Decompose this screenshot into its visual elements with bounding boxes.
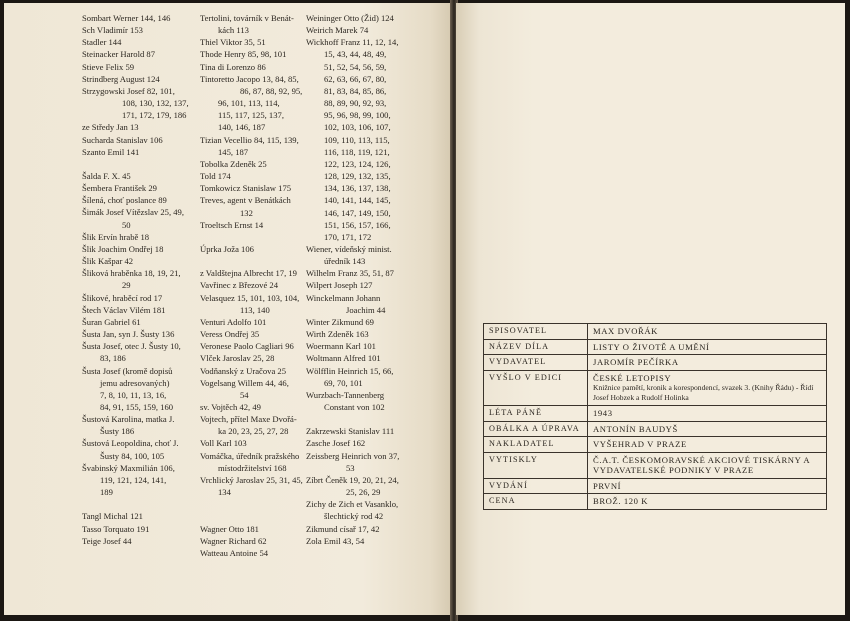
index-entry: 96, 101, 113, 114, — [218, 98, 280, 109]
index-column-3 — [306, 12, 436, 547]
index-entry: 83, 186 — [100, 353, 126, 364]
index-entry: Tintoretto Jacopo 13, 84, 85, — [200, 73, 299, 84]
index-entry: Sucharda Stanislav 106 — [82, 134, 163, 145]
index-entry: Wagner Richard 62 — [200, 535, 267, 546]
index-entry: Wickhoff Franz 11, 12, 14, — [306, 37, 399, 48]
index-entry: 108, 130, 132, 137, — [122, 98, 189, 109]
colophon-value — [588, 478, 827, 494]
index-entry: Wiener, vídeňský minist. — [306, 243, 392, 254]
index-entry: Teige Josef 44 — [82, 535, 132, 546]
index-entry: Tobolka Zdeněk 25 — [200, 158, 267, 169]
index-entry: 140, 141, 144, 145, — [324, 195, 391, 206]
index-entry: Štech Václav Vilém 181 — [82, 304, 166, 315]
index-entry: 128, 129, 132, 135, — [324, 171, 391, 182]
index-entry: ze Středy Jan 13 — [82, 122, 139, 133]
index-entry: Vavřinec z Březové 24 — [200, 280, 279, 291]
index-entry: Zíbrt Čeněk 19, 20, 21, 24, — [306, 474, 399, 485]
index-entry: Wurzbach-Tannenberg — [306, 389, 385, 400]
index-entry: Šlikové, hraběcí rod 17 — [82, 292, 163, 303]
colophon-note: Knižnice pamětí, kronik a korespondencí, svazek 3. (Knihy Řádu) - Řídí Josef Hobzek a Rudolf Holinka — [593, 383, 814, 402]
index-entry: Vogelsang Willem 44, 46, — [200, 377, 289, 388]
index-entry: 29 — [122, 280, 131, 291]
colophon-label: VYŠLO V EDICI — [484, 370, 588, 406]
colophon-value-text: 1943 — [593, 408, 613, 418]
index-entry: Thode Henry 85, 98, 101 — [200, 49, 287, 60]
index-entry: Šalda F. X. 45 — [82, 171, 131, 182]
index-entry: Zichy de Zich et Vasanklo, — [306, 499, 399, 510]
colophon-label: VYTISKLY — [484, 452, 588, 478]
index-entry: Vomáčka, úředník pražského — [200, 450, 300, 461]
index-entry: 7, 8, 10, 11, 13, 16, — [100, 389, 167, 400]
index-entry: Šusta Jan, syn J. Šusty 136 — [82, 329, 175, 340]
colophon-table — [483, 323, 827, 510]
colophon-value-text: ČESKÉ LETOPISY — [593, 372, 672, 383]
index-entry: Zikmund císař 17, 42 — [306, 523, 380, 534]
index-entry: Zeissberg Heinrich von 37, — [306, 450, 400, 461]
index-entry: Šustová Leopoldina, choť J. — [82, 438, 179, 449]
colophon-value — [588, 324, 827, 340]
index-entry: Šembera František 29 — [82, 183, 157, 194]
index-entry: jemu adresovaných) — [100, 377, 170, 388]
index-entry: 102, 103, 106, 107, — [324, 122, 391, 133]
index-entry: 51, 52, 54, 56, 59, — [324, 61, 387, 72]
colophon-value-text: PRVNÍ — [593, 480, 622, 491]
index-entry: z Valdštejna Albrecht 17, 19 — [200, 268, 297, 279]
index-entry: 122, 123, 124, 126, — [324, 158, 391, 169]
index-entry: Winter Zikmund 69 — [306, 316, 374, 327]
colophon-value-text: Č.A.T. ČESKOMORAVSKÉ AKCIOVÉ TISKÁRNY A VYDAVATELSKÉ PODNIKY V PRAZE — [593, 454, 810, 475]
index-entry: Weininger Otto (Žid) 124 — [306, 13, 394, 23]
index-entry: 145, 187 — [218, 146, 249, 157]
colophon-row — [484, 478, 827, 494]
index-entry: ka 20, 23, 25, 27, 28 — [218, 426, 289, 437]
index-entry: Sch Vladimír 153 — [82, 25, 143, 36]
index-entry: 84, 91, 155, 159, 160 — [100, 401, 174, 412]
index-entry: 50 — [122, 219, 131, 230]
colophon-row — [484, 406, 827, 422]
index-entry: Šuran Gabriel 61 — [82, 316, 141, 327]
index-entry: Zola Emil 43, 54 — [306, 535, 365, 546]
index-entry: Woltmann Alfred 101 — [306, 353, 381, 364]
index-entry: Šusty 186 — [100, 426, 135, 437]
index-entry: 86, 87, 88, 92, 95, — [240, 85, 303, 96]
colophon-value — [588, 355, 827, 371]
index-entry: Vrchlický Jaroslav 25, 31, 45, — [200, 474, 303, 485]
colophon-label: VYDAVATEL — [484, 355, 588, 371]
colophon-label: OBÁLKA A ÚPRAVA — [484, 421, 588, 437]
index-entry: Šimák Josef Vítězslav 25, 49, — [82, 207, 185, 218]
index-entry: Weirich Marek 74 — [306, 25, 369, 36]
index-entry: 146, 147, 149, 150, — [324, 207, 391, 218]
index-entry: úředník 143 — [324, 256, 366, 267]
index-entry: Strzygowski Josef 82, 101, — [82, 85, 175, 96]
colophon-label: NÁZEV DÍLA — [484, 339, 588, 355]
index-gap — [200, 231, 305, 243]
colophon-value — [588, 452, 827, 478]
colophon-value — [588, 421, 827, 437]
index-gap — [200, 510, 305, 522]
colophon-label: LÉTA PÁNĚ — [484, 406, 588, 422]
index-entry: 170, 171, 172 — [324, 231, 372, 242]
index-entry: Constant von 102 — [324, 402, 385, 412]
index-entry: Thiel Viktor 35, 51 — [200, 37, 266, 48]
index-entry: Strindberg August 124 — [82, 73, 160, 84]
colophon-value — [588, 406, 827, 422]
index-entry: Tomkowicz Stanislaw 175 — [200, 183, 292, 194]
index-entry: Tertolini, továrník v Benát- — [200, 13, 294, 23]
index-entry: Troeltsch Ernst 14 — [200, 219, 264, 230]
index-entry: Šliková hraběnka 18, 19, 21, — [82, 268, 181, 279]
index-entry: 62, 63, 66, 67, 80, — [324, 73, 387, 84]
colophon-label: VYDÁNÍ — [484, 478, 588, 494]
index-entry: Tangl Michal 121 — [82, 511, 143, 522]
colophon-value — [588, 437, 827, 453]
index-entry: Winckelmann Johann — [306, 292, 381, 303]
index-entry: Veress Ondřej 35 — [200, 329, 260, 340]
colophon-value-text: ANTONÍN BAUDYŠ — [593, 423, 678, 434]
index-entry: místodržitelství 168 — [218, 462, 287, 473]
colophon-value — [588, 494, 827, 510]
index-gap — [82, 158, 192, 170]
index-entry: Treves, agent v Benátkách — [200, 195, 291, 206]
colophon-row — [484, 494, 827, 510]
colophon-row — [484, 452, 827, 478]
index-entry: 95, 96, 98, 99, 100, — [324, 110, 391, 121]
index-entry: Watteau Antoine 54 — [200, 547, 269, 558]
right-page — [456, 3, 845, 615]
index-entry: Wagner Otto 181 — [200, 523, 259, 534]
index-entry: 69, 70, 101 — [324, 377, 363, 388]
index-entry: Švabinský Maxmilián 106, — [82, 462, 175, 473]
index-entry: Tizian Vecellio 84, 115, 139, — [200, 134, 299, 145]
colophon-value-text: BROŽ. 120 K — [593, 496, 649, 506]
index-entry: Zakrzewski Stanislav 111 — [306, 426, 395, 437]
colophon-value-text: MAX DVOŘÁK — [593, 326, 658, 336]
index-entry: 113, 140 — [240, 304, 270, 315]
colophon-value — [588, 370, 827, 406]
index-entry: Vojtech, přítel Maxe Dvořá- — [200, 414, 297, 425]
index-gap — [82, 498, 192, 510]
index-entry: Wirth Zdeněk 163 — [306, 329, 369, 340]
index-entry: Sombart Werner 144, 146 — [82, 13, 171, 23]
colophon-value-text: LISTY O ŽIVOTĚ A UMĚNÍ — [593, 341, 710, 352]
index-entry: 116, 118, 119, 121, — [324, 146, 390, 157]
index-entry: Úprka Joža 106 — [200, 243, 254, 254]
index-entry: 119, 121, 124, 141, — [100, 474, 167, 485]
index-gap — [200, 255, 305, 267]
index-entry: 134 — [218, 487, 231, 498]
index-entry: Wilpert Joseph 127 — [306, 280, 373, 291]
index-entry: kách 113 — [218, 25, 249, 36]
index-gap — [306, 413, 436, 425]
index-entry: Woermann Karl 101 — [306, 341, 376, 352]
colophon-row — [484, 370, 827, 406]
index-entry: Šustová Karolina, matka J. — [82, 414, 175, 425]
colophon-label: SPISOVATEL — [484, 324, 588, 340]
colophon-value-text: JAROMÍR PEČÍRKA — [593, 357, 679, 367]
index-entry: Tasso Torquato 191 — [82, 523, 150, 534]
index-entry: sv. Vojtěch 42, 49 — [200, 401, 261, 412]
colophon-label: NAKLADATEL — [484, 437, 588, 453]
index-column-1 — [82, 12, 192, 547]
index-entry: Wölfflin Heinrich 15, 66, — [306, 365, 394, 376]
index-entry: Šusta Josef, otec J. Šusty 10, — [82, 341, 181, 352]
index-entry: 53 — [346, 462, 355, 473]
index-entry: Joachim 44 — [346, 304, 386, 315]
index-entry: 134, 136, 137, 138, — [324, 183, 391, 194]
index-entry: 54 — [240, 389, 249, 400]
index-entry: šlechtický rod 42 — [324, 511, 384, 522]
index-entry: Steinacker Harold 87 — [82, 49, 156, 60]
index-entry: 81, 83, 84, 85, 86, — [324, 85, 387, 96]
index-entry: Veronese Paolo Cagliari 96 — [200, 341, 294, 352]
colophon-label: CENA — [484, 494, 588, 510]
index-entry: Szanto Emil 141 — [82, 146, 140, 157]
index-entry: Vodňanský z Uračova 25 — [200, 365, 286, 376]
index-entry: 140, 146, 187 — [218, 122, 266, 133]
index-entry: Stieve Felix 59 — [82, 61, 135, 72]
index-entry: Šlik Kašpar 42 — [82, 256, 134, 267]
index-entry: Zasche Josef 162 — [306, 438, 366, 449]
index-entry: Šílená, choť poslance 89 — [82, 195, 167, 206]
colophon-value-text: VYŠEHRAD V PRAZE — [593, 439, 687, 449]
index-entry: Venturi Adolfo 101 — [200, 316, 267, 327]
index-gap — [200, 498, 305, 510]
index-entry: 132 — [240, 207, 253, 218]
colophon-row — [484, 421, 827, 437]
colophon-row — [484, 437, 827, 453]
index-entry: Šlik Joachim Ondřej 18 — [82, 243, 164, 254]
colophon-row — [484, 355, 827, 371]
index-column-2 — [200, 12, 305, 559]
index-entry: 171, 172, 179, 186 — [122, 110, 187, 121]
index-entry: 25, 26, 29 — [346, 487, 381, 498]
index-entry: Šusty 84, 100, 105 — [100, 450, 165, 461]
index-entry: 151, 156, 157, 166, — [324, 219, 391, 230]
index-entry: 15, 43, 44, 48, 49, — [324, 49, 387, 60]
index-entry: Vlček Jaroslav 25, 28 — [200, 353, 275, 364]
index-entry: 109, 110, 113, 115, — [324, 134, 390, 145]
index-entry: Velasquez 15, 101, 103, 104, — [200, 292, 300, 303]
colophon-row — [484, 339, 827, 355]
index-entry: 88, 89, 90, 92, 93, — [324, 98, 387, 109]
index-entry: 115, 117, 125, 137, — [218, 110, 284, 121]
index-entry: Stadler 144 — [82, 37, 122, 48]
index-entry: Voll Karl 103 — [200, 438, 247, 449]
index-entry: Tina di Lorenzo 86 — [200, 61, 266, 72]
index-entry: Šusta Josef (kromě dopisů — [82, 365, 173, 376]
colophon-value — [588, 339, 827, 355]
index-entry: 189 — [100, 487, 113, 498]
index-entry: Told 174 — [200, 171, 231, 182]
index-entry: Šlik Ervín hrabě 18 — [82, 231, 150, 242]
index-entry: Wilhelm Franz 35, 51, 87 — [306, 268, 394, 279]
colophon-row — [484, 324, 827, 340]
